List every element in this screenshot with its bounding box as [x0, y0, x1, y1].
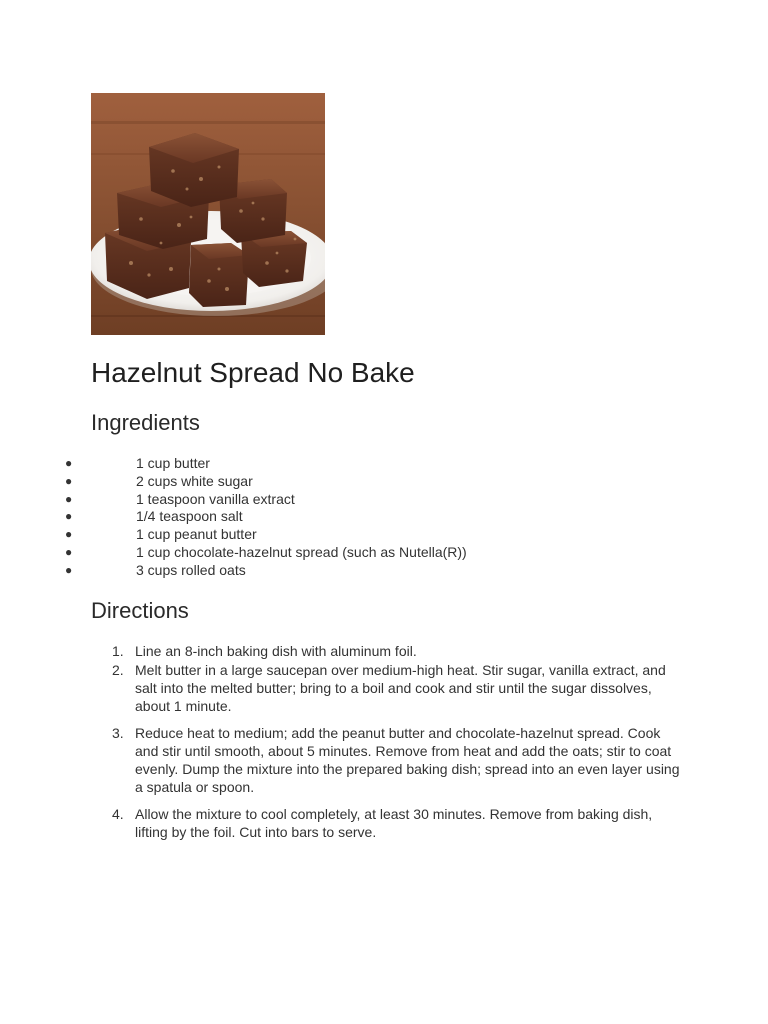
direction-step	[0, 661, 685, 715]
bullet-icon: ●	[65, 456, 73, 470]
list-item	[0, 508, 467, 526]
list-item	[0, 455, 467, 473]
recipe-title: Hazelnut Spread No Bake	[91, 357, 415, 388]
bullet-icon: ●	[65, 544, 73, 559]
ingredients-heading: Ingredients	[91, 410, 200, 435]
bullet-icon: ●	[65, 509, 73, 524]
ingredient-text: 3 cups rolled oats	[136, 561, 246, 578]
list-item	[0, 473, 467, 491]
step-number: 1.	[112, 643, 124, 659]
list-item	[0, 526, 467, 544]
ingredient-text: 1 cup peanut butter	[136, 526, 257, 543]
direction-text: Melt butter in a large saucepan over medium-high heat. Stir sugar, vanilla extract, and salt into the melted butter; bring to a boil and cook and stir until the sugar dissolves, about 1 minute.	[135, 662, 666, 714]
direction-text: Line an 8-inch baking dish with aluminum foil.	[135, 643, 417, 659]
bullet-icon: ●	[65, 473, 73, 488]
direction-step	[0, 724, 685, 796]
direction-step	[0, 805, 685, 841]
direction-text: Reduce heat to medium; add the peanut butter and chocolate-hazelnut spread. Cook and stir until smooth, about 5 minutes. Remove from heat and add the oats; stir to coat evenly. Dump the mixture into the prepared baking dish; spread into an even layer using a spatula or spoon.	[135, 725, 680, 795]
list-item	[0, 491, 467, 509]
list-item	[0, 562, 467, 580]
step-number: 3.	[112, 725, 124, 741]
ingredient-text: 1 cup chocolate-hazelnut spread (such as Nutella(R))	[136, 543, 467, 560]
list-item	[0, 544, 467, 562]
ingredient-text: 1 teaspoon vanilla extract	[136, 490, 295, 507]
bullet-icon: ●	[65, 491, 73, 506]
bullet-icon: ●	[65, 562, 73, 577]
ingredient-text: 2 cups white sugar	[136, 472, 253, 489]
direction-step	[0, 642, 685, 660]
step-number: 2.	[112, 662, 124, 678]
recipe-photo	[91, 93, 325, 335]
directions-list	[0, 642, 768, 850]
ingredient-text: 1/4 teaspoon salt	[136, 508, 243, 525]
ingredient-text: 1 cup butter	[136, 455, 210, 471]
direction-text: Allow the mixture to cool completely, at least 30 minutes. Remove from baking dish, lifting by the foil. Cut into bars to serve.	[135, 806, 653, 840]
ingredients-list	[0, 455, 467, 580]
directions-heading: Directions	[91, 598, 189, 623]
step-number: 4.	[112, 806, 124, 822]
bullet-icon: ●	[65, 527, 73, 542]
